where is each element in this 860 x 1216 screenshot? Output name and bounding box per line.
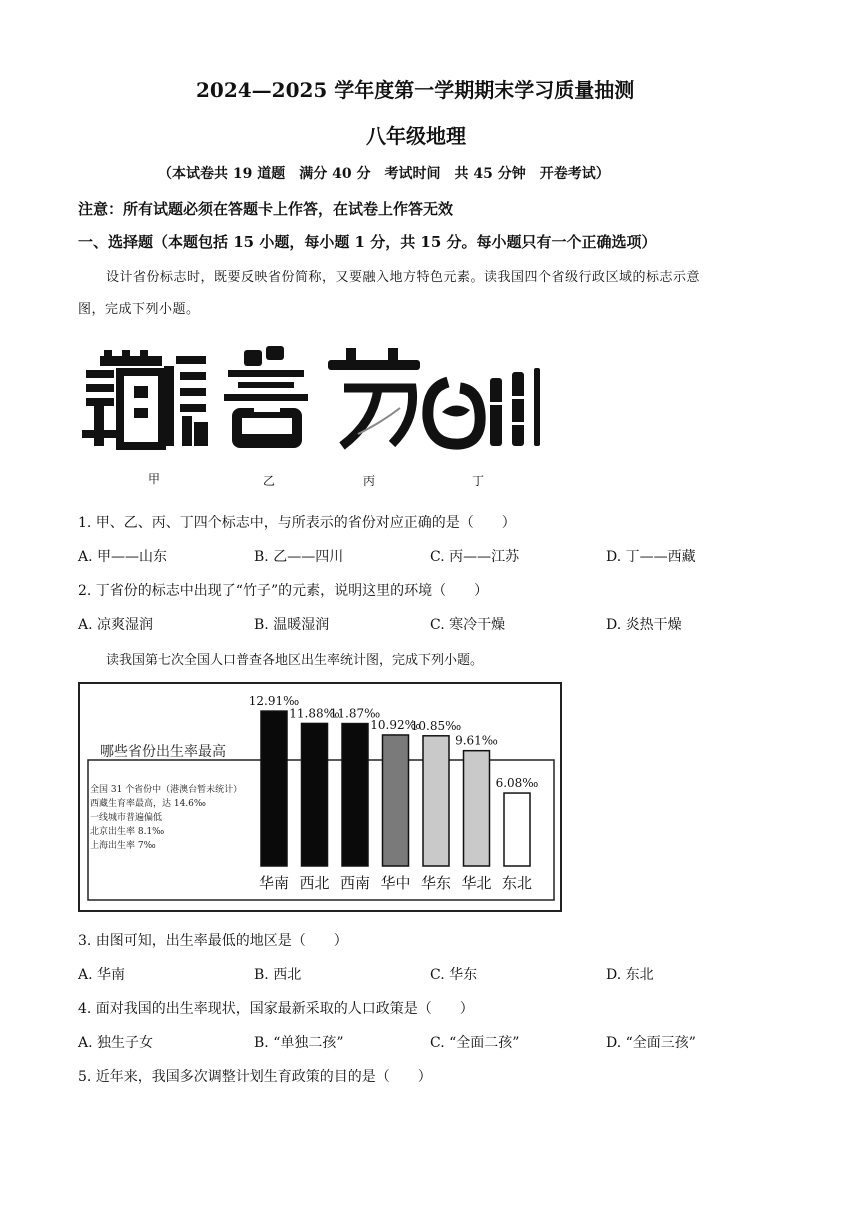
logo-bing bbox=[328, 348, 420, 446]
exam-title: 2024—2025 学年度第一学期期末学习质量抽测 bbox=[196, 78, 635, 102]
logo-yi bbox=[224, 346, 308, 448]
question-3-stem: 3. 由图可知，出生率最低的地区是（ ） bbox=[78, 933, 348, 949]
question-2-option-c[interactable]: C. 寒冷干燥 bbox=[430, 617, 506, 633]
chart-bar bbox=[423, 736, 449, 866]
question-4-stem: 4. 面对我国的出生率现状，国家最新采取的人口政策是（ ） bbox=[78, 1001, 474, 1017]
exam-notice: 注意：所有试题必须在答题卡上作答，在试卷上作答无效 bbox=[78, 200, 454, 218]
question-3-option-a[interactable]: A. 华南 bbox=[78, 967, 126, 983]
chart-title: 哪些省份出生率最高 bbox=[100, 744, 226, 760]
question-1-option-b[interactable]: B. 乙——四川 bbox=[254, 549, 344, 565]
question-1-stem: 1. 甲、乙、丙、丁四个标志中，与所表示的省份对应正确的是（ ） bbox=[78, 515, 516, 531]
question-2-stem: 2. 丁省份的标志中出现了“竹子”的元素，说明这里的环境（ ） bbox=[78, 583, 489, 599]
chart-bar bbox=[342, 724, 368, 866]
chart-bar bbox=[504, 793, 530, 866]
chart-note-line: 全国 31 个省份中（港澳台暂未统计） bbox=[90, 785, 243, 795]
exam-subtitle: 八年级地理 bbox=[366, 124, 466, 148]
question-2-option-d[interactable]: D. 炎热干燥 bbox=[606, 617, 682, 633]
intro-paragraph-line1: 设计省份标志时，既要反映省份简称，又要融入地方特色元素。读我国四个省级行政区域的标志示意 bbox=[106, 270, 701, 285]
chart-note-line: 上海出生率 7‰ bbox=[90, 841, 156, 851]
chart-bar bbox=[261, 711, 287, 866]
question-1-option-c[interactable]: C. 丙——江苏 bbox=[430, 549, 520, 565]
question-1-option-d[interactable]: D. 丁——西藏 bbox=[606, 549, 696, 565]
exam-info: （本试卷共 19 道题 满分 40 分 考试时间 共 45 分钟 开卷考试） bbox=[158, 166, 610, 182]
chart-category-label: 东北 bbox=[501, 874, 533, 892]
question-4-option-c[interactable]: C. “全面二孩” bbox=[430, 1035, 520, 1051]
question-2-option-a[interactable]: A. 凉爽湿润 bbox=[78, 617, 154, 633]
question-3-option-d[interactable]: D. 东北 bbox=[606, 967, 654, 983]
chart-category-label: 西北 bbox=[299, 874, 330, 892]
question-3-option-b[interactable]: B. 西北 bbox=[254, 967, 302, 983]
chart-bar bbox=[383, 735, 409, 866]
logo-label-jia: 甲 bbox=[148, 472, 161, 486]
chart-note-line: 西藏生育率最高，达 14.6‰ bbox=[90, 799, 206, 809]
chart-value-label: 9.61‰ bbox=[455, 733, 498, 748]
section-heading: 一、选择题（本题包括 15 小题，每小题 1 分，共 15 分。每小题只有一个正确选项） bbox=[78, 233, 657, 251]
question-5-stem: 5. 近年来，我国多次调整计划生育政策的目的是（ ） bbox=[78, 1069, 432, 1085]
birth-rate-chart bbox=[78, 682, 562, 912]
question-2-option-b[interactable]: B. 温暖湿润 bbox=[254, 617, 330, 633]
chart-bar bbox=[464, 751, 490, 866]
intro-paragraph-line2: 图，完成下列小题。 bbox=[78, 302, 200, 317]
chart-value-label: 10.85‰ bbox=[410, 718, 462, 733]
chart-category-label: 华北 bbox=[461, 874, 492, 892]
chart-value-label: 11.88‰ bbox=[289, 706, 340, 721]
chart-category-label: 华南 bbox=[258, 874, 290, 892]
chart-note-line: 北京出生率 8.1‰ bbox=[90, 827, 165, 837]
chart-category-label: 华中 bbox=[380, 874, 411, 892]
question-3-option-c[interactable]: C. 华东 bbox=[430, 967, 478, 983]
chart-category-label: 西南 bbox=[339, 874, 371, 892]
chart-value-label: 12.91‰ bbox=[248, 694, 300, 709]
question-4-option-a[interactable]: A. 独生子女 bbox=[78, 1035, 154, 1051]
logo-label-yi: 乙 bbox=[263, 474, 276, 488]
question-4-option-b[interactable]: B. “单独二孩” bbox=[254, 1035, 344, 1051]
chart-bar bbox=[302, 723, 328, 866]
province-logos-figure bbox=[82, 342, 542, 454]
logo-label-bing: 丙 bbox=[363, 474, 376, 488]
logo-label-ding: 丁 bbox=[472, 474, 485, 488]
chart-note-line: 一线城市普遍偏低 bbox=[90, 813, 163, 823]
question-1-option-a[interactable]: A. 甲——山东 bbox=[78, 549, 168, 565]
chart-category-label: 华东 bbox=[420, 874, 452, 892]
logo-jia bbox=[82, 350, 208, 446]
logo-ding bbox=[428, 368, 540, 446]
chart-value-label: 11.87‰ bbox=[329, 706, 381, 721]
question-4-option-d[interactable]: D. “全面三孩” bbox=[606, 1035, 696, 1051]
chart-value-label: 6.08‰ bbox=[495, 776, 539, 791]
chart-value-label: 10.92‰ bbox=[370, 717, 421, 732]
intro-chart-paragraph: 读我国第七次全国人口普查各地区出生率统计图，完成下列小题。 bbox=[106, 653, 484, 668]
birth-rate-chart-svg bbox=[80, 684, 560, 910]
